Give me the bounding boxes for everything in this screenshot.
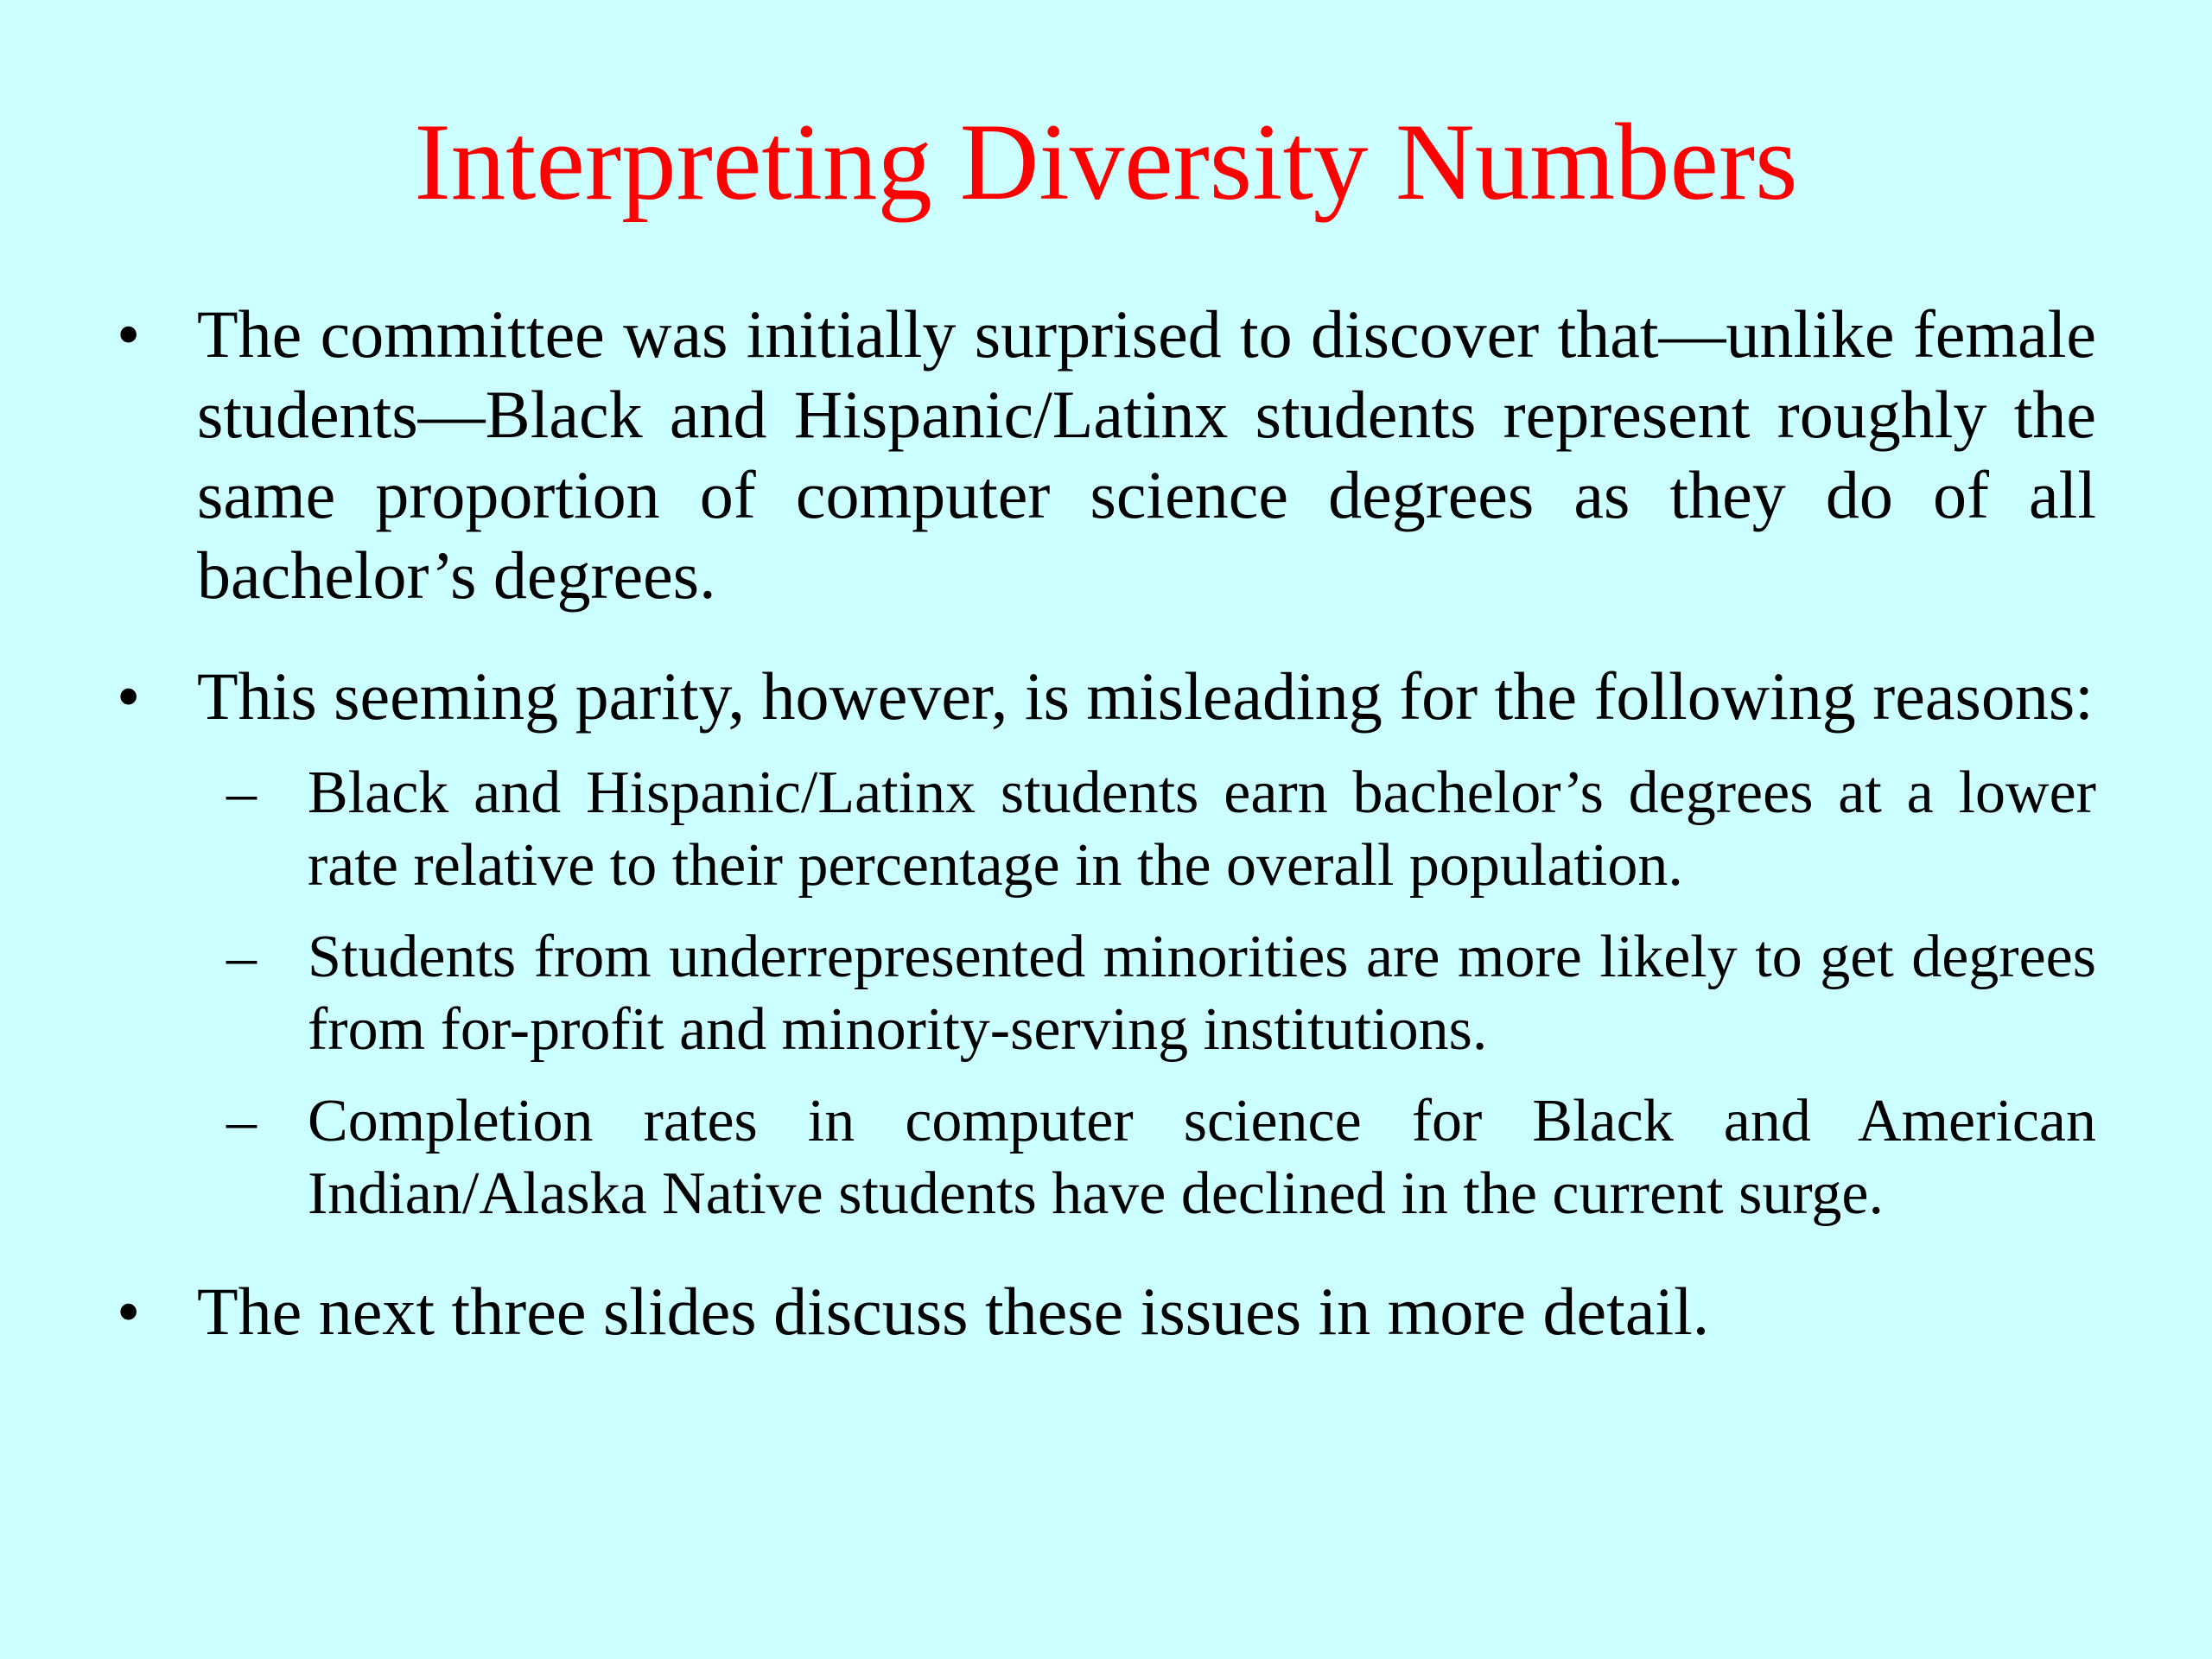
sub-bullet-marker: – [226, 1088, 257, 1154]
sub-bullet-text: Completion rates in computer science for Black and American Indian/Alaska Native students have declined in the current surge. [308, 1088, 2096, 1227]
sub-bullet-text: Black and Hispanic/Latinx students earn bachelor’s degrees at a lower rate relative to their percentage in the overall population. [308, 760, 2096, 899]
slide-title: Interpreting Diversity Numbers [414, 102, 1798, 223]
sub-bullet-list [0, 757, 2212, 1230]
sub-bullet-item [0, 921, 2212, 1066]
bullet-list [0, 294, 2212, 1392]
sub-bullet-text: Students from underrepresented minorities are more likely to get degrees from for-profit and minority-serving institutions. [308, 924, 2096, 1063]
sub-bullet-item [0, 1085, 2212, 1230]
bullet-marker: • [117, 296, 141, 372]
bullet-item [0, 294, 2212, 615]
bullet-item [0, 656, 2212, 1230]
sub-bullet-marker: – [226, 924, 257, 990]
bullet-item [0, 1271, 2212, 1351]
bullet-text: The committee was initially surprised to discover that—unlike female students—Black and Hispanic/Latinx students represent roughly the same proportion of computer science degrees as they do of all bachelor’s degrees. [197, 296, 2096, 613]
bullet-text: The next three slides discuss these issues in more detail. [197, 1274, 1710, 1349]
sub-bullet-marker: – [226, 760, 257, 826]
bullet-text: This seeming parity, however, is misleading for the following reasons: [197, 658, 2094, 734]
bullet-marker: • [117, 1274, 141, 1349]
bullet-marker: • [117, 658, 141, 734]
sub-bullet-item [0, 757, 2212, 902]
